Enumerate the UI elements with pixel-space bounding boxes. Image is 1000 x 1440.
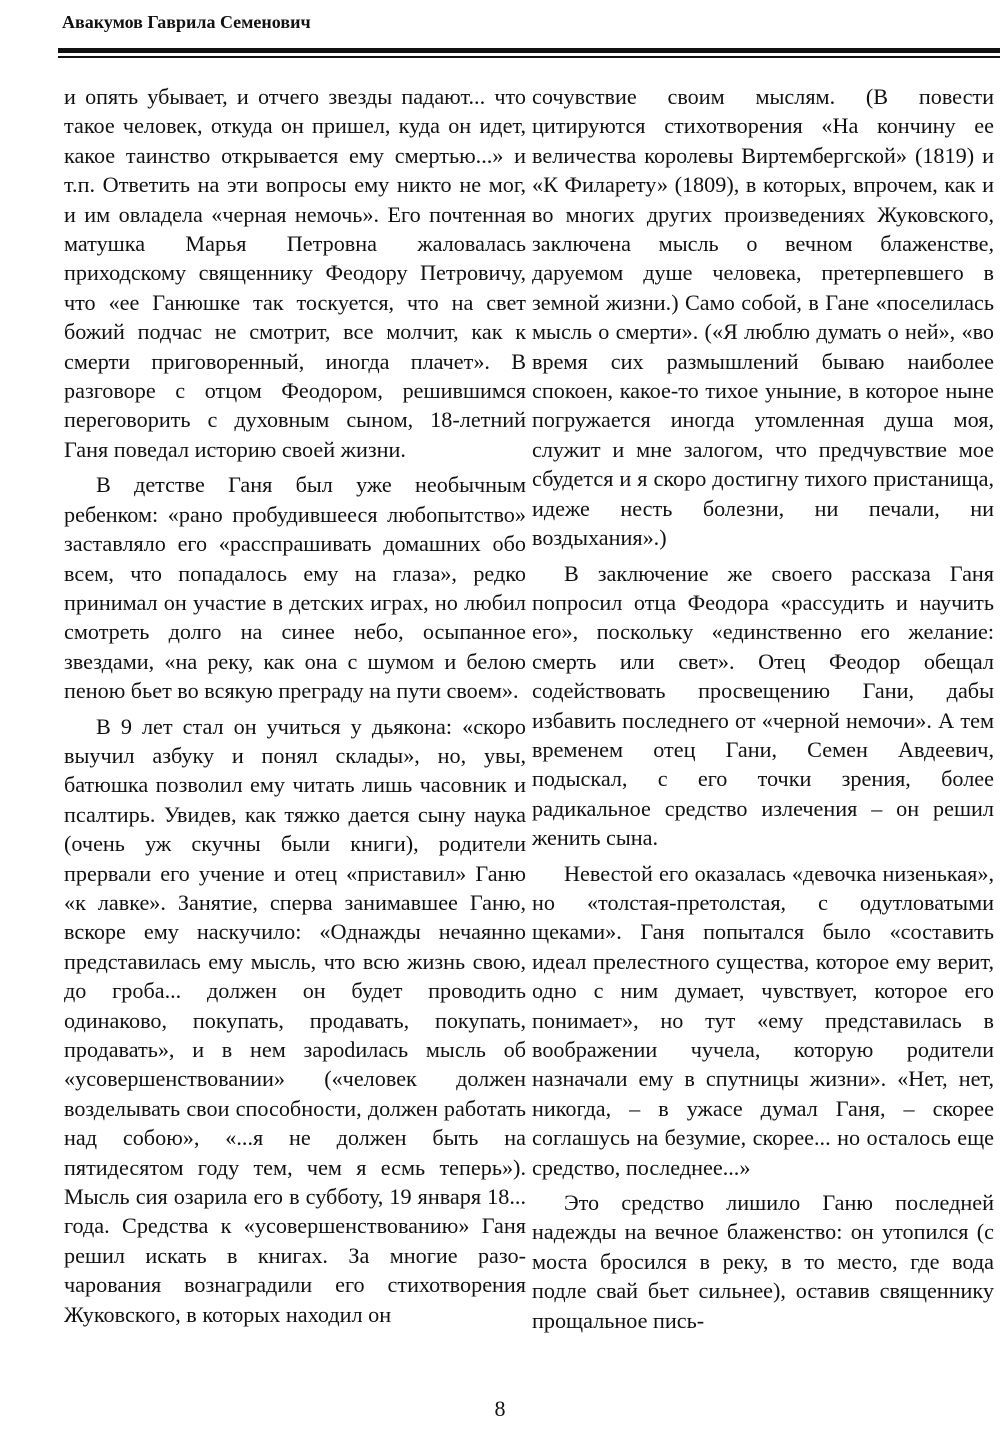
left-text-column bbox=[64, 82, 526, 1335]
page-number: 8 bbox=[494, 1396, 506, 1421]
paragraph: В заключение же своего рассказа Ганя попросил отца Феодора «рассудить и научить его», поскольку «единственно его желание: смерть или свет». Отец Феодор обещал содействовать просвещению Гани, дабы избавить последнего от «черной немочи». А тем временем отец Гани, Семен Авдеевич, подыскал, с его точки зрения, более радикальное средство излечения – он решил женить сына. bbox=[532, 560, 994, 851]
paragraph: Невестой его оказалась «девочка низенькая», но «толстая-претолстая, с одутловатыми щеками». Ганя попытался было «составить идеал прелестного существа, которое ему верит, одно с ним думает, чувствует, которое его понимает», но тут «ему представилась в воображении чучела, которую родители назначали ему в спутницы жизни». «Нет, нет, никогда, – в ужасе думал Ганя, – скорее соглашусь на безумие, скорее... но осталось еще средство, последнее...» bbox=[532, 860, 994, 1180]
header-rule-thin bbox=[58, 56, 1000, 58]
paragraph: В 9 лет стал он учиться у дьякона: «скоро выучил азбуку и понял склады», но, увы, батюшка позволил ему читать лишь часовник и псалтирь. Увидев, как тяжко дается сыну наука (очень уж скучны были книги), родители прервали его учение и отец «приставил» Ганю «к лавке». Занятие, сперва занимавшее Ганю, вскоре ему наскучило: «Однажды нечаянно представилась ему мысль, что всю жизнь свою, до гроба... должен он будет проводить одинаково, покупать, продавать, покупать, продавать», и в нем зароdилась мысль об «усовершенствовании» («человек должен возделывать свои способности, должен работать над собою», «...я не должен быть на пятидесятом году тем, чем я есмь теперь»). Мысль сия озарила его в субботу, 19 января 18... года. Средства к «усовершенствованию» Ганя решил искать в книгах. За многие разочарования вознаградили его стихотворения Жуковского, в которых находил он bbox=[64, 713, 526, 1327]
paragraph: сочувствие своим мыслям. (В повести цитируются стихотворения «На кончину ее величества королевы Виртембергской» (1819) и «К Филарету» (1809), в которых, впрочем, как и во многих других произведениях Жуковского, заключена мысль о вечном блаженстве, даруемом душе человека, претерпевшего в земной жизни.) Само собой, в Гане «поселилась мысль о смерти». («Я люблю думать о ней», «во время сих размышлений бываю наиболее спокоен, какое-то тихое уныние, в которое ныне погружается иногда утомленная душа моя, служит и мне залогом, что предчувствие мое сбудется и я скоро достигну тихого пристанища, идеже несть болезни, ни печали, ни воздыхания».) bbox=[532, 84, 994, 551]
header-rule-thick bbox=[58, 48, 1000, 53]
running-head: Авакумов Гаврила Семенович bbox=[62, 12, 311, 32]
header-rule bbox=[58, 48, 1000, 62]
right-text-column bbox=[532, 82, 994, 1341]
paragraph: и опять убывает, и отчего звезды падают... что такое человек, откуда он пришел, куда он идет, какое таинство открывается ему смертью...» и т.п. Ответить на эти вопросы ему никто не мог, и им овладела «черная немочь». Его почтенная матушка Марья Петровна жаловалась приходскому священнику Феодору Петровичу, что «ее Ганюшке так тоскуется, что на свет божий подчас не смотрит, все молчит, как к смерти приговоренный, иногда плачет». В разговоре с отцом Феодором, решившимся переговорить с духовным сыном, 18-летний Ганя поведал историю своей жизни. bbox=[64, 84, 526, 462]
paragraph: В детстве Ганя был уже необычным ребенком: «рано пробудившееся любопытство» заставляло его «расспрашивать домашних обо всем, что попадалось ему на глаза», редко принимал он участие в детских играх, но любил смотреть долго на синее небо, осыпанное звездами, «на реку, как она с шумом и белою пеною бьет во всякую преграду на пути своем». bbox=[64, 472, 526, 704]
paragraph: Это средство лишило Ганю последней надежды на вечное блаженство: он утопился (с моста бросился в реку, в то место, где вода подле свай бьет сильнее), оставив священнику прощальное пись- bbox=[532, 1190, 994, 1333]
